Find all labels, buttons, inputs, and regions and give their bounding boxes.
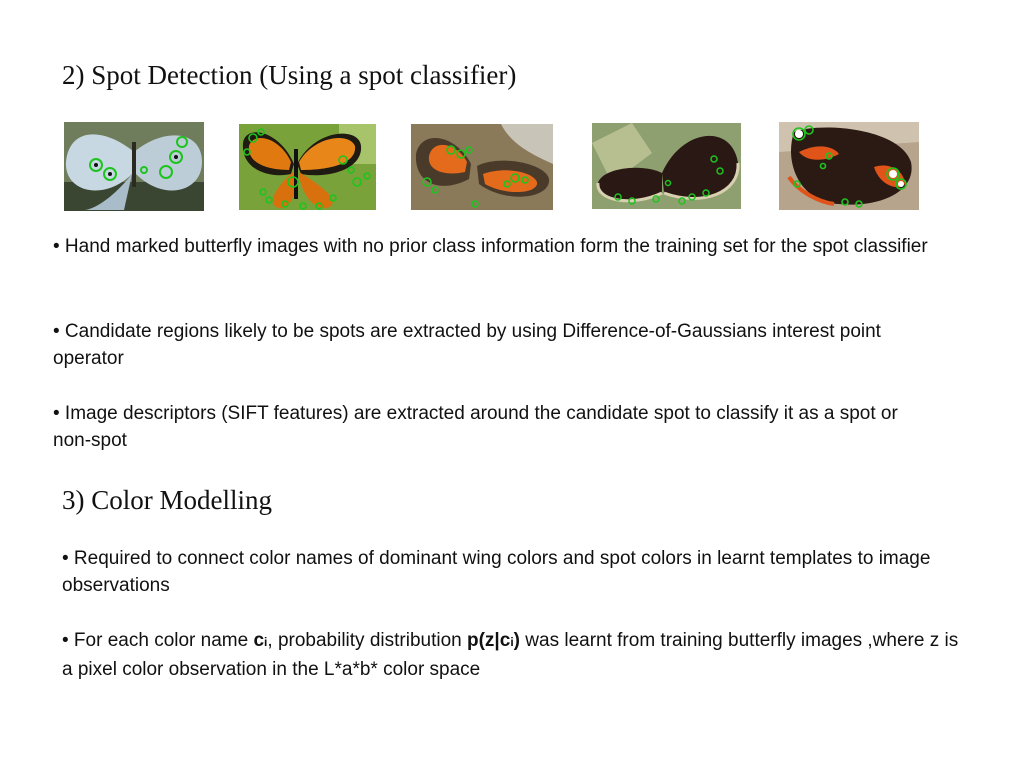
bullet-text-prefix: • For each color name bbox=[62, 630, 254, 651]
bullet-training-set: • Hand marked butterfly images with no prior class information form the training set for the spot classifier bbox=[53, 236, 928, 257]
section-title-spot-detection: 2) Spot Detection (Using a spot classifier) bbox=[62, 60, 517, 90]
dark-mourning-cloak-butterfly-image bbox=[592, 123, 741, 209]
bullet-text-middle: , probability distribution bbox=[267, 630, 467, 651]
section-title-color-modelling: 3) Color Modelling bbox=[62, 485, 272, 515]
butterfly-image-4 bbox=[592, 123, 741, 209]
butterfly-image-1 bbox=[64, 122, 204, 211]
probability-close-paren: ) bbox=[513, 630, 520, 651]
orange-monarch-butterfly-image bbox=[239, 124, 376, 210]
color-name-symbol: c bbox=[253, 630, 265, 651]
white-butterfly-image bbox=[64, 122, 204, 211]
probability-subscript: i bbox=[510, 635, 514, 649]
bullet-image-descriptors: • Image descriptors (SIFT features) are extracted around the candidate spot to classify it as a spot or non-spot bbox=[53, 403, 898, 451]
butterfly-image-3 bbox=[411, 124, 553, 210]
butterfly-image-5 bbox=[779, 122, 919, 210]
orange-brown-butterfly-image bbox=[411, 124, 553, 210]
bullet-probability-distribution bbox=[62, 627, 972, 683]
bullet-text-suffix: was learnt from training butterfly images ,where z is a pixel color observation in the L*a*b* color space bbox=[62, 630, 959, 680]
color-name-subscript: i bbox=[264, 635, 268, 649]
red-admiral-butterfly-image bbox=[779, 122, 919, 210]
bullet-candidate-regions: • Candidate regions likely to be spots are extracted by using Difference-of-Gaussians interest point operator bbox=[53, 321, 881, 369]
bullet-connect-color-names: • Required to connect color names of dominant wing colors and spot colors in learnt templates to image observations bbox=[62, 548, 931, 596]
butterfly-image-2 bbox=[239, 124, 376, 210]
probability-expression: p(z|c bbox=[467, 630, 511, 651]
